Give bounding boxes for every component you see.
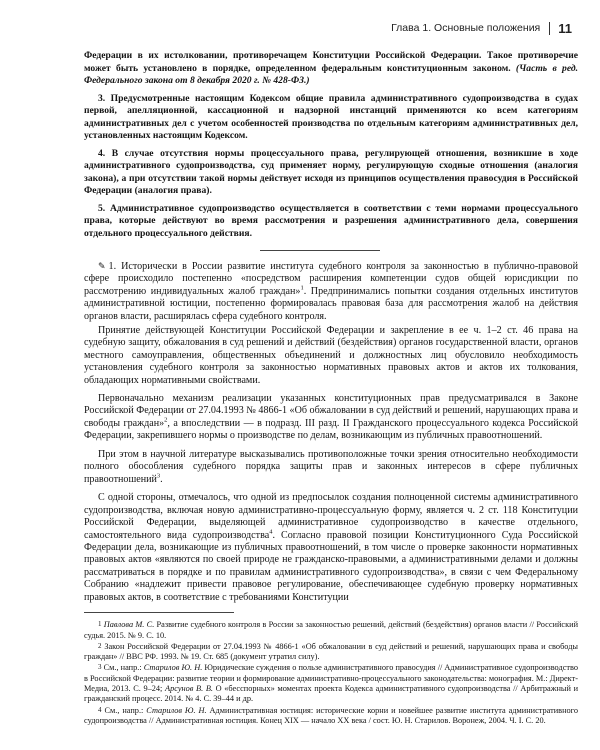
footnote: 1 Павлова М. С. Развитие судебного контроля в России за законностью решений, действий (бездействия) органов власти // Российский судья. 2015. № 9. С. 10. — [84, 620, 579, 640]
section-divider — [260, 250, 380, 251]
footnote-divider — [84, 612, 234, 613]
footnotes — [84, 619, 578, 726]
law-paragraph: Федерации в их истолковании, противоречащем Конституции Российской Федерации. Такое противоречие может быть установлено в порядке, определенном федеральным конституционным законом. (Часть в ред. Федерального закона от 8 декабря 2020 г. № 428-ФЗ.) — [84, 50, 578, 86]
amendment-note: (Часть в ред. Федерального закона от 8 декабря 2020 г. № 428-ФЗ.) — [84, 62, 578, 86]
law-paragraph: 5. Административное судопроизводство осуществляется в соответствии с теми нормами процессуального права, которые действуют во время рассмотрения и разрешения административного дела, совершения отдельного процессуального действия. — [84, 202, 578, 239]
running-head — [60, 18, 572, 38]
footnote: 4 См., напр.: Старилов Ю. Н. Административная юстиция: исторические корни и новейшее развитие института административного судопроизводства // Административная юстиция. Конец XIX — начало XX века / сост. Ю. Н. Старилов. Воронеж, 2004. Ч. I. С. 20. — [84, 705, 579, 725]
commentary-paragraph: С одной стороны, отмечалось, что одной из предпосылок создания полноценной системы административного судопроизводства, включая новую административно-процессуальную форму, является ч. 2 ст. 118 Конституции Российской Федерации, выделяющей административное судопроизводство в качестве отдельного, самостоятельного вида судопроизводства$^4$. Согласно правовой позиции Конституционного Суда Российской Федерации дела, возникающие из публичных правоотношений, в том числе о проверке законности нормативных правовых актов «являются по своей природе не гражданско-правовыми, а административными делами и должны рассматриваться в порядке и по правилам административного судопроизводства», в связи с чем Федеральному Собранию «надлежит привести правовое регулирование, обеспечивающее судебную проверку нормативных правовых актов, в соответствие с требованиями Конституции — [84, 492, 578, 603]
commentary-paragraph: ✎ 1. Исторически в России развитие института судебного контроля за законностью в публично-правовой сфере происходило постепенно «посредством расширения компетенции судов общей юрисдикции по рассмотрению индивидуальных жалоб граждан»$^1$. Предпринимались попытки создания отдельных институтов административной юстиции, постепенно формировалась правовая база для рассмотрения жалоб на действия органов власти, расширялась сфера судебного контроля. — [84, 261, 578, 322]
chapter-title: Глава 1. Основные положения — [391, 22, 541, 34]
page-number: 11 — [558, 20, 572, 36]
commentary-paragraph: Принятие действующей Конституции Российской Федерации и закрепление в ее ч. 1–2 ст. 46 права на судебную защиту, обжалования в суд решений и действий (бездействия) органов государственной власти, органов местного самоуправления, общественных объединений и должностных лиц обусловило необходимость установления судебного контроля за законностью нормативных правовых актов и актов их толкования, обладающих нормативными свойствами. — [84, 324, 578, 386]
law-paragraph: 4. В случае отсутствия нормы процессуального права, регулирующей отношения, возникшие в ходе административного судопроизводства, суд применяет норму, регулирующую сходные отношения (аналогия закона), а при отсутствии такой нормы действует исходя из принципов осуществления правосудия в Российской Федерации (аналогия права). — [84, 147, 578, 196]
pen-icon: ✎ — [98, 262, 106, 272]
commentary — [84, 261, 578, 604]
footnote-ref: 4 — [269, 528, 273, 536]
law-paragraph: 3. Предусмотренные настоящим Кодексом общие правила административного судопроизводства в судах первой, апелляционной, кассационной и надзорной инстанций применяются ко всем категориям административных дел с учетом особенностей производства по отдельным категориям административных дел, установленных настоящим Кодексом. — [84, 92, 578, 141]
footnote: 3 См., напр.: Старилов Ю. Н. Юридические суждения о пользе административного правосудия // Административное судопроизводство в Российской Федерации: развитие теории и формирование административно-процессуального законодательства: монография. М.: Директ-Медиа, 2013. С. 9–24; Арсунов В. В. О «бесспорных» моментах проекта Кодекса административного судопроизводства // Арбитражный и гражданский процесс. 2014. № 4. С. 39–44 и др. — [84, 663, 579, 704]
page-content — [84, 50, 578, 726]
footnote: 2 Закон Российской Федерации от 27.04.1993 № 4866-1 «Об обжаловании в суд действий и решений, нарушающих права и свободы граждан» // ВВС РФ. 1993. № 19. Ст. 685 (документ утратил силу). — [84, 641, 578, 662]
commentary-paragraph: Первоначально механизм реализации указанных конституционных прав предусматривался в Законе Российской Федерации от 27.04.1993 № 4866-1 «Об обжаловании в суд действий и решений, нарушающих права и свободы граждан»$^2$, а впоследствии — в подразд. III разд. II Гражданского процессуального кодекса Российской Федерации, закрепившего нормы о производстве по делам, возникающим из публичных правоотношений. — [84, 393, 578, 442]
footnote-ref: 3 — [156, 472, 161, 480]
commentary-paragraph: При этом в научной литературе высказывались противоположные точки зрения относительно необходимости полного обособления судебного порядка защиты прав и законных интересов в сфере публичных правоотношений$^3$. — [84, 448, 578, 485]
footnote-ref: 1 — [300, 284, 304, 292]
footnote-ref: 2 — [164, 416, 168, 424]
law-text — [84, 50, 578, 240]
header-separator — [549, 22, 550, 35]
